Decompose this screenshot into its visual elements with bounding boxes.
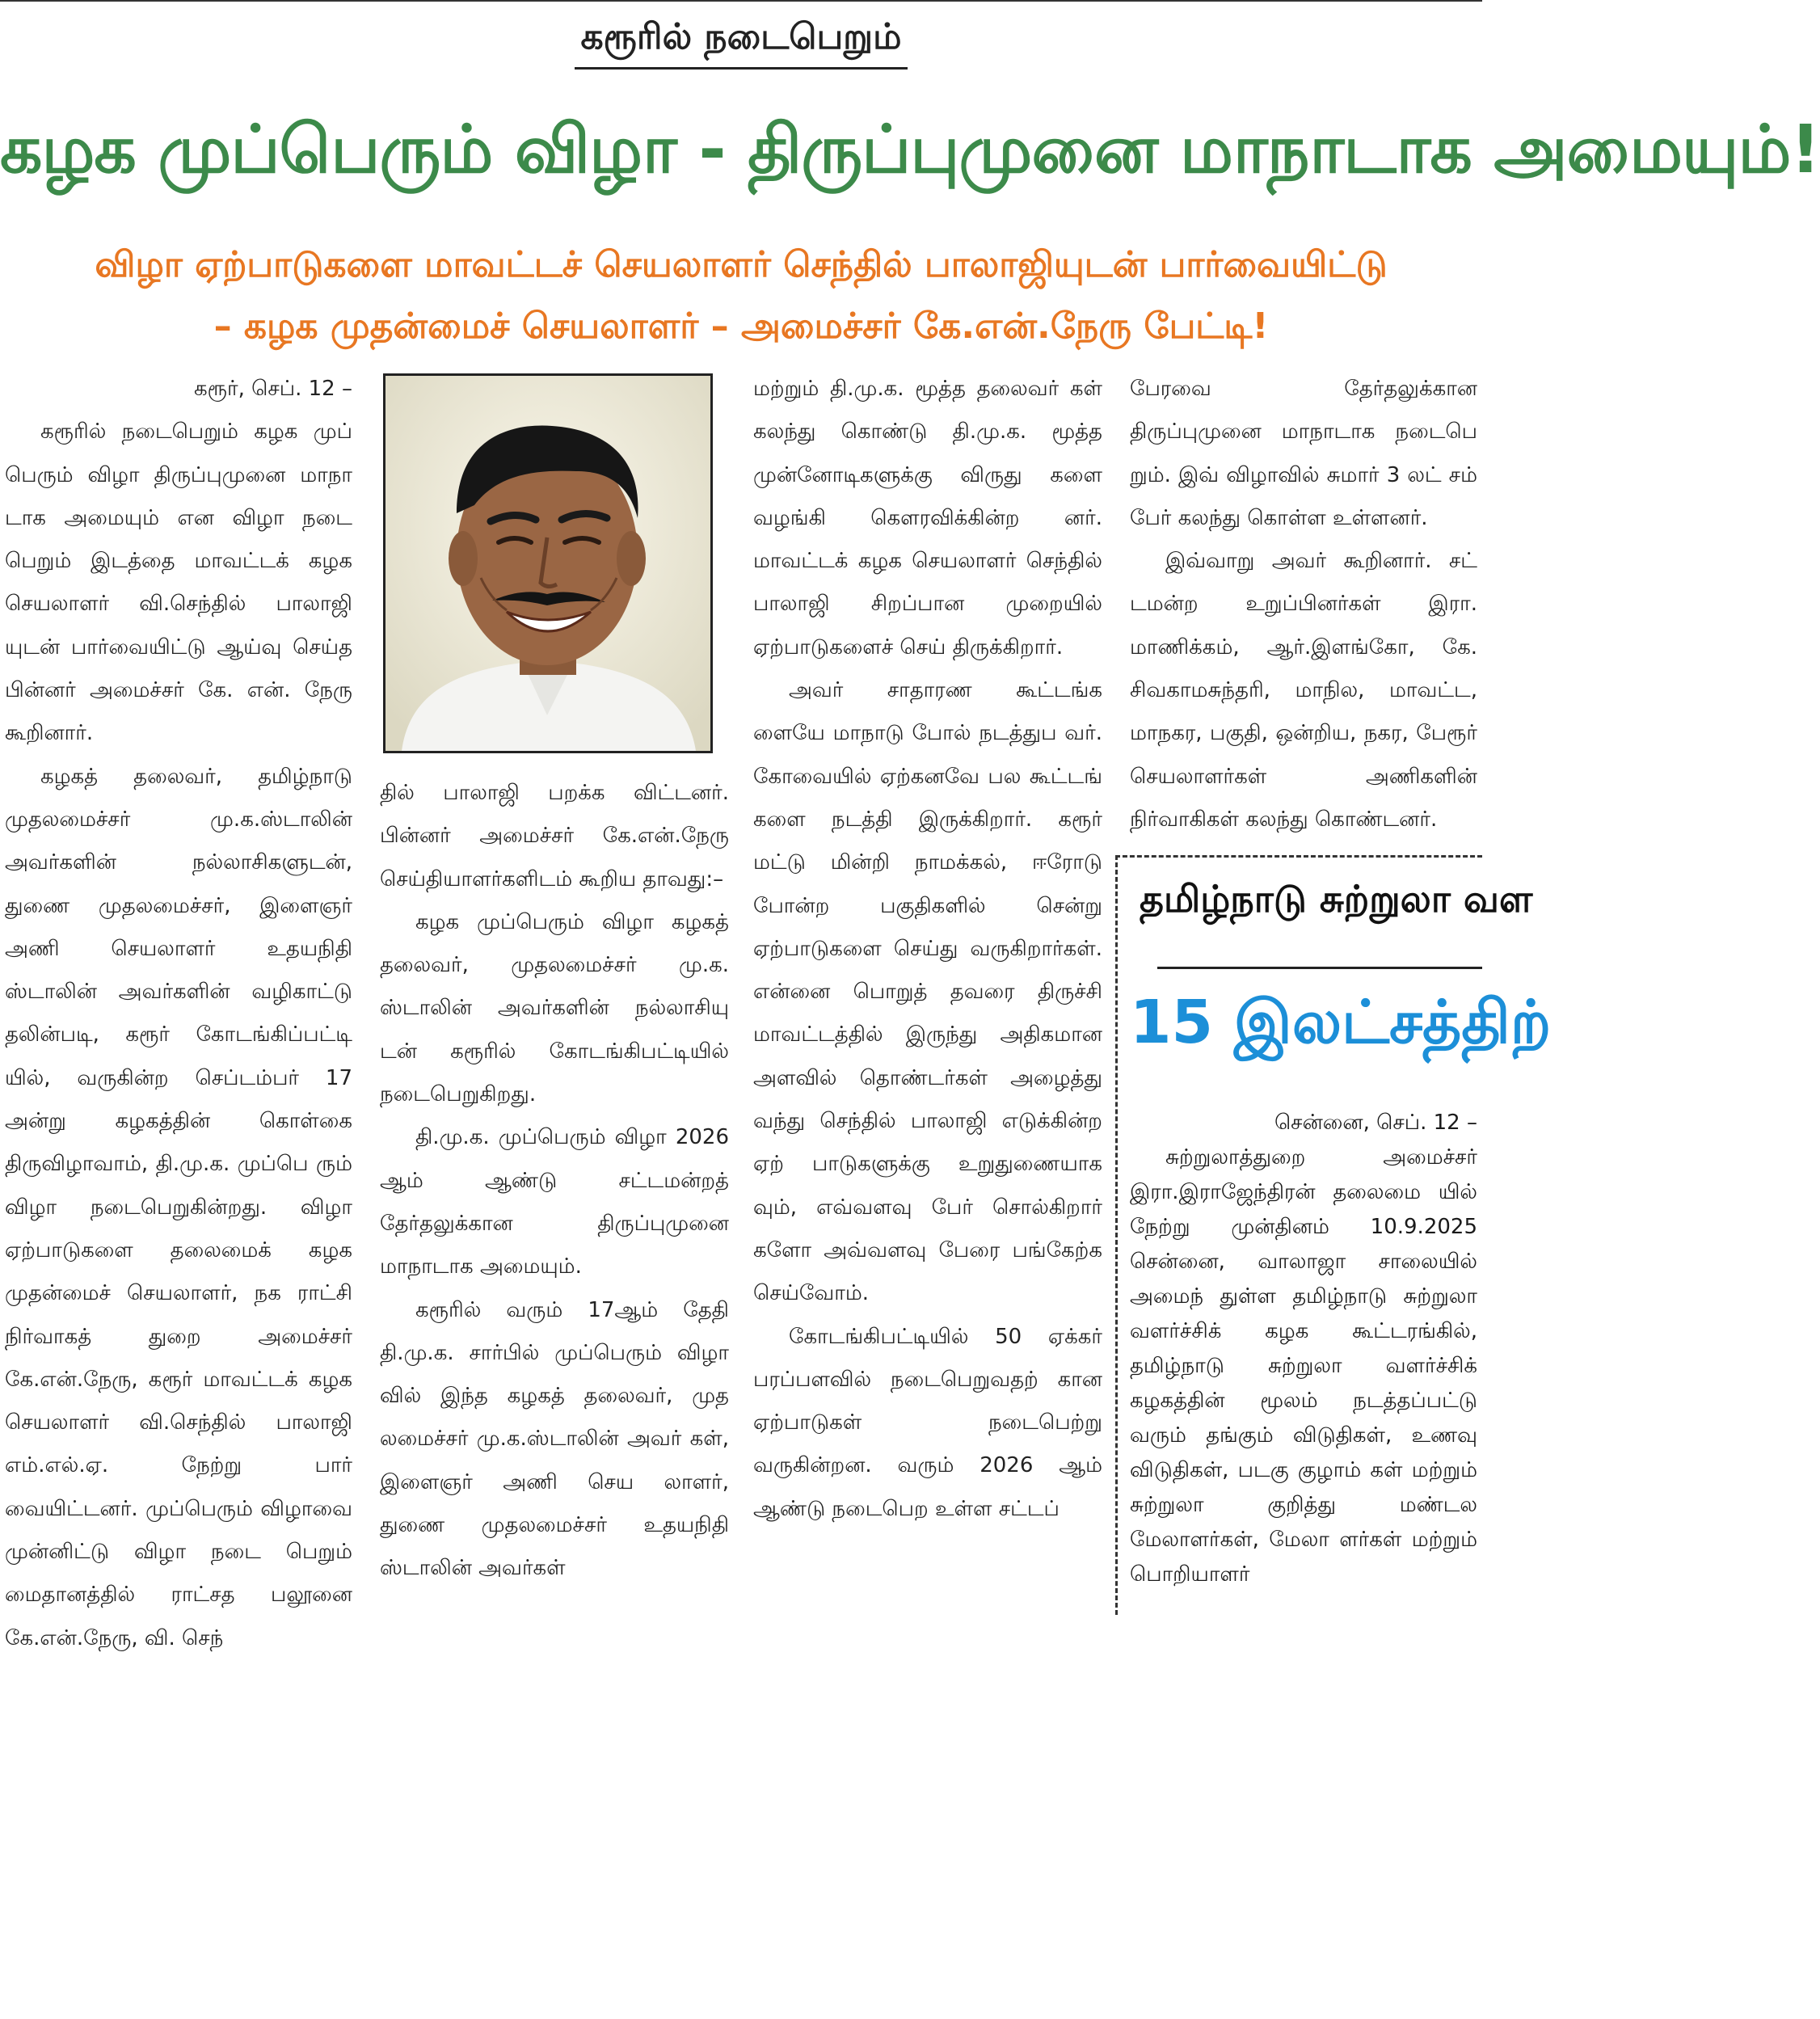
paragraph: சுற்றுலாத்துறை அமைச்சர் இரா.இராஜேந்திரன் தலைமை யில் நேற்று முன்தினம் 10.9.2025 சென்னை, வாலாஜா சாலையில் அமைந் துள்ள தமிழ்நாடு சுற்றுலா வளர்ச்சிக் கழக கூட்டரங்கில், தமிழ்நாடு சுற்றுலா வளர்ச்சிக் கழகத்தின் மூலம் நடத்தப்பட்டு வரும் தங்கும் விடுதிகள், உணவு விடுதிகள், படகு குழாம் கள் மற்றும் சுற்றுலா குறித்து மண்டல மேலாளர்கள், மேலா ளர்கள் மற்றும் பொறியாளர் xyxy=(1130,1145,1477,1587)
subhead-line-2: – கழக முதன்மைச் செயலாளர் – அமைச்சர் கே.என்.நேரு பேட்டி! xyxy=(213,306,1269,347)
paragraph: தில் பாலாஜி பறக்க விட்டனர். பின்னர் அமைச்சர் கே.என்.நேரு செய்தியாளர்களிடம் கூறிய தாவது:– xyxy=(380,781,729,891)
kicker xyxy=(0,16,1482,70)
side-story-body xyxy=(1130,1106,1477,1615)
top-rule xyxy=(0,0,1482,2)
side-story-border-left xyxy=(1115,855,1118,1615)
kicker-text: கரூரில் நடைபெறும் xyxy=(575,16,908,70)
paragraph: கரூரில் நடைபெறும் கழக முப் பெரும் விழா திருப்புமுனை மாநா டாக அமையும் என விழா நடை பெறும் இடத்தை மாவட்டக் கழக செயலாளர் வி.செந்தில் பாலாஜி யுடன் பார்வையிட்டு ஆய்வு செய்த பின்னர் அமைச்சர் கே. என். நேரு கூறினார். xyxy=(5,419,352,746)
paragraph: கழகத் தலைவர், தமிழ்நாடு முதலமைச்சர் மு.க.ஸ்டாலின் அவர்களின் நல்லாசிகளுடன், துணை முதலமைச்சர், இளைஞர் அணி செயலாளர் உதயநிதி ஸ்டாலின் அவர்களின் வழிகாட்டு தலின்படி, கரூர் கோடங்கிப்பட்டி யில், வருகின்ற செப்டம்பர் 17 அன்று கழகத்தின் கொள்கை திருவிழாவாம், தி.மு.க. முப்பெ ரும் விழா நடைபெறுகின்றது. விழா ஏற்பாடுகளை தலைமைக் கழக முதன்மைச் செயலாளர், நக ராட்சி நிர்வாகத் துறை அமைச்சர் கே.என்.நேரு, கரூர் மாவட்டக் கழக செயலாளர் வி.செந்தில் பாலாஜி எம்.எல்.ஏ. நேற்று பார் வையிட்டனர். முப்பெரும் விழாவை முன்னிட்டு விழா நடை பெறும் மைதானத்தில் ராட்சத பலூனை கே.என்.நேரு, வி. செந் xyxy=(5,764,352,1650)
paragraph: மற்றும் தி.மு.க. மூத்த தலைவர் கள் கலந்து கொண்டு தி.மு.க. மூத்த முன்னோடிகளுக்கு விருது களை வழங்கி கௌரவிக்கின்ற னர். மாவட்டக் கழக செயலாளர் செந்தில் பாலாஜி சிறப்பான முறையில் ஏற்பாடுகளைச் செய் திருக்கிறார். xyxy=(753,377,1102,660)
paragraph: கரூரில் வரும் 17ஆம் தேதி தி.மு.க. சார்பில் முப்பெரும் விழா வில் இந்த கழகத் தலைவர், முத லமைச்சர் மு.க.ஸ்டாலின் அவர் கள், இளைஞர் அணி செய லாளர், துணை முதலமைச்சர் உதயநிதி ஸ்டாலின் அவர்கள் xyxy=(380,1297,729,1581)
portrait-illustration xyxy=(385,376,710,751)
paragraph: தி.மு.க. முப்பெரும் விழா 2026 ஆம் ஆண்டு சட்டமன்றத் தேர்தலுக்கான திருப்புமுனை மாநாடாக அமையும். xyxy=(380,1125,729,1279)
article-dateline: கரூர், செப். 12 – xyxy=(194,377,352,401)
article-column-4 xyxy=(1130,368,1477,853)
portrait-photo xyxy=(383,373,713,753)
paragraph: இவ்வாறு அவர் கூறினார். சட் டமன்ற உறுப்பினர்கள் இரா. மாணிக்கம், ஆர்.இளங்கோ, கே. சிவகாமசுந்தரி, மாநில, மாவட்ட, மாநகர, பகுதி, ஒன்றிய, நகர, பேரூர் செயலாளர்கள் அணிகளின் நிர்வாகிகள் கலந்து கொண்டனர். xyxy=(1130,549,1477,832)
side-story-headline: 15 இலட்சத்திற் xyxy=(1130,988,1552,1057)
article-column-2 xyxy=(380,772,729,2019)
article-column-3 xyxy=(753,368,1102,1615)
paragraph: கழக முப்பெரும் விழா கழகத் தலைவர், முதலமைச்சர் மு.க. ஸ்டாலின் அவர்களின் நல்லாசியு டன் கரூரில் கோடங்கிபட்டியில் நடைபெறுகிறது. xyxy=(380,909,729,1107)
paragraph: பேரவை தேர்தலுக்கான திருப்புமுனை மாநாடாக நடைபெ றும். இவ் விழாவில் சுமார் 3 லட் சம் பேர் கலந்து கொள்ள உள்ளனர். xyxy=(1130,377,1477,530)
side-story-rule xyxy=(1157,967,1482,969)
side-story-border-top xyxy=(1115,855,1482,858)
article-column-1 xyxy=(5,368,352,1650)
side-story-kicker: தமிழ்நாடு சுற்றுலா வள xyxy=(1140,877,1533,921)
side-story-dateline: சென்னை, செப். 12 – xyxy=(1274,1111,1477,1135)
paragraph: கோடங்கிபட்டியில் 50 ஏக்கர் பரப்பளவில் நடைபெறுவதற் கான ஏற்பாடுகள் நடைபெற்று வருகின்றன. வரும் 2026 ஆம் ஆண்டு நடைபெற உள்ள சட்டப் xyxy=(753,1324,1102,1521)
subhead-line-1: விழா ஏற்பாடுகளை மாவட்டச் செயலாளர் செந்தில் பாலாஜியுடன் பார்வையிட்டு xyxy=(95,244,1388,285)
paragraph: அவர் சாதாரண கூட்டங்க ளையே மாநாடு போல் நடத்துப வர். கோவையில் ஏற்கனவே பல கூட்டங் களை நடத்தி இருக்கிறார். கரூர் மட்டு மின்றி நாமக்கல், ஈரோடு போன்ற பகுதிகளில் சென்று ஏற்பாடுகளை செய்து வருகிறார்கள். என்னை பொறுத் தவரை திருச்சி மாவட்டத்தில் இருந்து அதிகமான அளவில் தொண்டர்கள் அழைத்து வந்து செந்தில் பாலாஜி எடுக்கின்ற ஏற் பாடுகளுக்கு உறுதுணையாக வும், எவ்வளவு பேர் சொல்கிறார் களோ அவ்வளவு பேரை பங்கேற்க செய்வோம். xyxy=(753,678,1102,1306)
headline: கழக முப்பெரும் விழா - திருப்புமுனை மாநாடாக அமையும்! xyxy=(0,112,1820,188)
